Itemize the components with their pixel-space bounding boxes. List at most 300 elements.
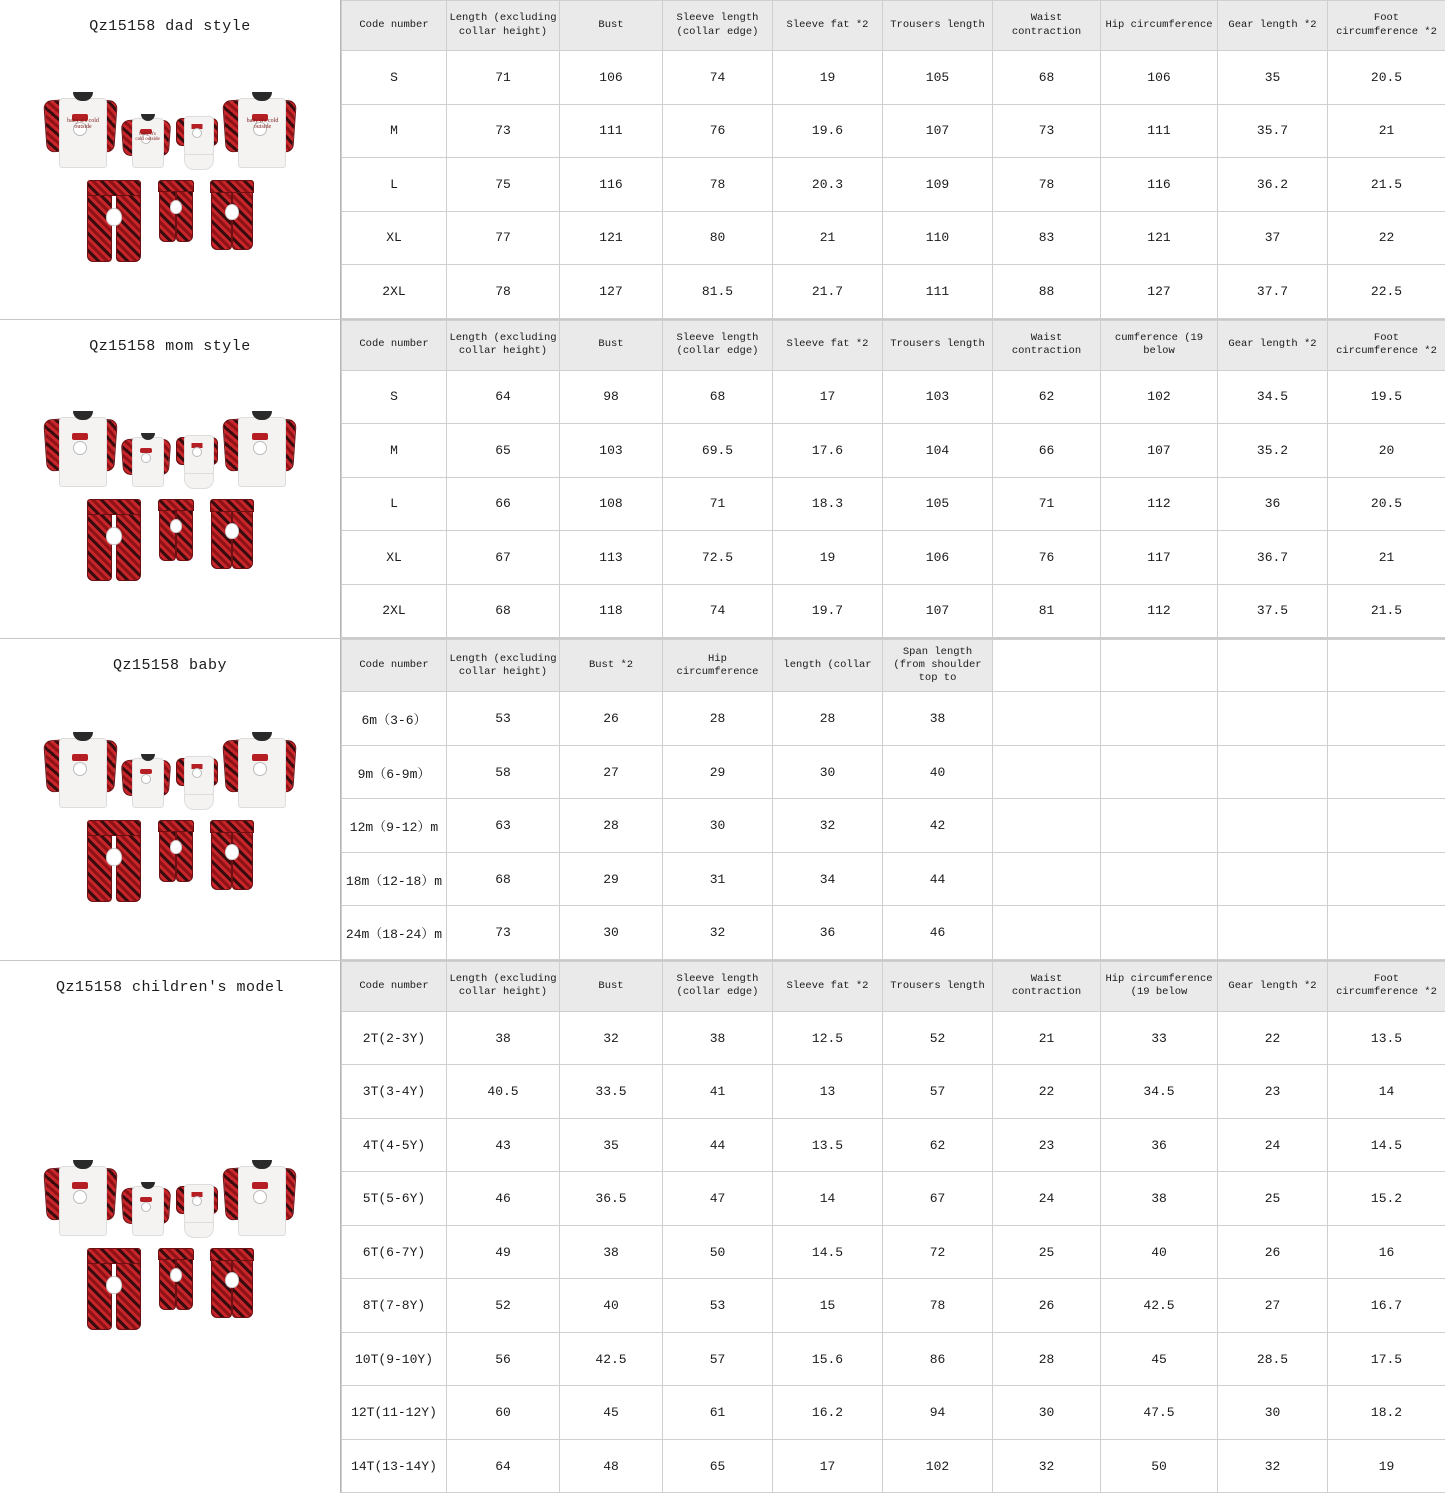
cell: 19 [773, 531, 883, 585]
cell: 35 [1218, 51, 1328, 105]
table-row [342, 745, 1445, 799]
cell: 30 [993, 1386, 1101, 1440]
col-header: Waist contraction [993, 320, 1101, 370]
cell: 66 [993, 424, 1101, 478]
cell: 109 [883, 158, 993, 212]
cell: 116 [560, 158, 663, 212]
cell: 35 [560, 1118, 663, 1172]
cell: 117 [1101, 531, 1218, 585]
col-header: Length (excluding collar height) [447, 640, 560, 692]
cell: 14.5 [1328, 1118, 1445, 1172]
cell: 21.5 [1328, 158, 1445, 212]
col-header: Gear length *2 [1218, 1, 1328, 51]
cell: 103 [560, 424, 663, 478]
col-header: Length (excluding collar height) [447, 1, 560, 51]
dad-shirt-icon [45, 92, 116, 170]
cell: 42.5 [560, 1332, 663, 1386]
col-header-empty [1328, 640, 1445, 692]
cell: 121 [560, 211, 663, 265]
cell: 17 [773, 1439, 883, 1493]
baby-size-table [341, 639, 1445, 960]
cell: 26 [993, 1279, 1101, 1333]
cell: S [342, 51, 447, 105]
section-mom-table-wrap [341, 320, 1445, 639]
cell: 34.5 [1101, 1065, 1218, 1119]
cell: 36.7 [1218, 531, 1328, 585]
cell: 106 [1101, 51, 1218, 105]
table-row [342, 104, 1445, 158]
cell: 12T(11-12Y) [342, 1386, 447, 1440]
mom-shirt-icon [224, 1160, 295, 1238]
cell: 28 [993, 1332, 1101, 1386]
dad-size-table [341, 0, 1445, 319]
cell-empty [1328, 692, 1445, 746]
cell-empty [993, 745, 1101, 799]
col-header: cumference (19 below [1101, 320, 1218, 370]
cell: 14 [1328, 1065, 1445, 1119]
kid-pants-icon [155, 180, 197, 242]
section-mom-illustration [0, 363, 340, 639]
cell: 21.7 [773, 265, 883, 319]
col-header: Foot circumference *2 [1328, 320, 1445, 370]
section-dad [0, 0, 1445, 320]
cell-empty [1328, 906, 1445, 960]
table-header-row [342, 640, 1445, 692]
cell: 121 [1101, 211, 1218, 265]
cell: M [342, 424, 447, 478]
cell: 105 [883, 51, 993, 105]
cell: 47.5 [1101, 1386, 1218, 1440]
section-children [0, 961, 1445, 1493]
cell: M [342, 104, 447, 158]
kid-pants-icon [155, 499, 197, 561]
cell: 40 [883, 745, 993, 799]
cell: 18m（12-18）m [342, 852, 447, 906]
table-row [342, 1386, 1445, 1440]
cell-empty [993, 906, 1101, 960]
cell: 52 [447, 1279, 560, 1333]
cell: 17.6 [773, 424, 883, 478]
cell: 14.5 [773, 1225, 883, 1279]
cell: 86 [883, 1332, 993, 1386]
table-row [342, 158, 1445, 212]
col-header: Bust [560, 1, 663, 51]
table-row [342, 1011, 1445, 1065]
cell: 2T(2-3Y) [342, 1011, 447, 1065]
table-row [342, 265, 1445, 319]
cell: 37.5 [1218, 584, 1328, 638]
cell: 36.5 [560, 1172, 663, 1226]
section-mom-title: Qz15158 mom style [89, 337, 251, 355]
col-header: Code number [342, 961, 447, 1011]
cell: 8T(7-8Y) [342, 1279, 447, 1333]
col-header: Foot circumference *2 [1328, 1, 1445, 51]
cell: 21 [1328, 531, 1445, 585]
table-row [342, 1118, 1445, 1172]
cell: 21 [773, 211, 883, 265]
cell: 83 [993, 211, 1101, 265]
cell-empty [993, 852, 1101, 906]
cell: 78 [993, 158, 1101, 212]
cell: 57 [663, 1332, 773, 1386]
cell: 111 [560, 104, 663, 158]
cell: 111 [883, 265, 993, 319]
table-row [342, 1279, 1445, 1333]
baby-onesie-icon [176, 752, 219, 810]
cell: 15 [773, 1279, 883, 1333]
cell: 36 [1218, 477, 1328, 531]
col-header: Sleeve length (collar edge) [663, 1, 773, 51]
col-header: Bust [560, 961, 663, 1011]
cell: 116 [1101, 158, 1218, 212]
cell: 48 [560, 1439, 663, 1493]
cell: 38 [883, 692, 993, 746]
col-header: length (collar [773, 640, 883, 692]
kid-shirt-icon [122, 754, 170, 810]
table-row [342, 1172, 1445, 1226]
cell: 16.2 [773, 1386, 883, 1440]
section-dad-left [0, 0, 341, 319]
cell-empty [1328, 745, 1445, 799]
cell: 2XL [342, 584, 447, 638]
cell: 112 [1101, 584, 1218, 638]
table-row [342, 51, 1445, 105]
table-row [342, 424, 1445, 478]
cell: 35.7 [1218, 104, 1328, 158]
cell: 44 [883, 852, 993, 906]
cell: 65 [447, 424, 560, 478]
cell: 111 [1101, 104, 1218, 158]
col-header: Waist contraction [993, 961, 1101, 1011]
cell: 20.5 [1328, 477, 1445, 531]
cell: 24m（18-24）m [342, 906, 447, 960]
cell: 66 [447, 477, 560, 531]
col-header-empty [1218, 640, 1328, 692]
cell: 73 [993, 104, 1101, 158]
table-row [342, 1439, 1445, 1493]
kid-shirt-icon [122, 114, 170, 170]
cell: 28.5 [1218, 1332, 1328, 1386]
children-size-table [341, 961, 1445, 1493]
col-header-empty [993, 640, 1101, 692]
cell: 62 [883, 1118, 993, 1172]
cell: 42 [883, 799, 993, 853]
cell: 23 [993, 1118, 1101, 1172]
cell: 61 [663, 1386, 773, 1440]
cell: 60 [447, 1386, 560, 1440]
table-header-row [342, 961, 1445, 1011]
cell-empty [1101, 692, 1218, 746]
cell: L [342, 158, 447, 212]
cell: 33 [1101, 1011, 1218, 1065]
cell: 16 [1328, 1225, 1445, 1279]
cell: 127 [560, 265, 663, 319]
table-row [342, 1332, 1445, 1386]
cell: 78 [883, 1279, 993, 1333]
cell: 68 [663, 370, 773, 424]
cell: 50 [663, 1225, 773, 1279]
section-children-illustration [0, 1004, 340, 1493]
cell: 12m（9-12）m [342, 799, 447, 853]
table-row [342, 584, 1445, 638]
cell: 34 [773, 852, 883, 906]
cell: 52 [883, 1011, 993, 1065]
cell-empty [993, 692, 1101, 746]
section-children-table-wrap [341, 961, 1445, 1493]
cell: 26 [560, 692, 663, 746]
cell: 105 [883, 477, 993, 531]
cell: 40 [560, 1279, 663, 1333]
shirt-print-text: baby it's cold outside [246, 117, 279, 131]
cell: 4T(4-5Y) [342, 1118, 447, 1172]
cell: 47 [663, 1172, 773, 1226]
cell: 31 [663, 852, 773, 906]
table-row [342, 906, 1445, 960]
cell: 27 [1218, 1279, 1328, 1333]
table-row [342, 531, 1445, 585]
cell: 42.5 [1101, 1279, 1218, 1333]
dad-shirt-icon [45, 411, 116, 489]
table-row [342, 799, 1445, 853]
cell: 112 [1101, 477, 1218, 531]
col-header: Hip circumference [1101, 1, 1218, 51]
cell: 71 [993, 477, 1101, 531]
cell-empty [1101, 852, 1218, 906]
cell: 106 [883, 531, 993, 585]
cell: 78 [663, 158, 773, 212]
cell: 20 [1328, 424, 1445, 478]
col-header: Length (excluding collar height) [447, 320, 560, 370]
cell: 64 [447, 1439, 560, 1493]
baby-onesie-icon [176, 431, 219, 489]
cell: 77 [447, 211, 560, 265]
cell-empty [1101, 906, 1218, 960]
cell: 23 [1218, 1065, 1328, 1119]
cell: 58 [447, 745, 560, 799]
cell: 107 [883, 584, 993, 638]
col-header: Sleeve fat *2 [773, 1, 883, 51]
dad-shirt-icon [45, 732, 116, 810]
cell: 50 [1101, 1439, 1218, 1493]
cell: 32 [560, 1011, 663, 1065]
dad-pants-icon [83, 1248, 145, 1330]
cell: 30 [773, 745, 883, 799]
dad-shirt-icon [45, 1160, 116, 1238]
cell: 17.5 [1328, 1332, 1445, 1386]
table-header-row [342, 320, 1445, 370]
cell: 28 [663, 692, 773, 746]
cell: 80 [663, 211, 773, 265]
col-header: Sleeve fat *2 [773, 320, 883, 370]
cell: 40 [1101, 1225, 1218, 1279]
mom-pants-icon [207, 820, 257, 890]
cell: 9m（6-9m） [342, 745, 447, 799]
col-header: Trousers length [883, 961, 993, 1011]
cell: 13.5 [773, 1118, 883, 1172]
cell: 94 [883, 1386, 993, 1440]
dad-pants-icon [83, 180, 145, 262]
cell: 19 [1328, 1439, 1445, 1493]
cell: 5T(5-6Y) [342, 1172, 447, 1226]
section-mom [0, 320, 1445, 640]
cell: 110 [883, 211, 993, 265]
cell-empty [993, 799, 1101, 853]
table-row [342, 692, 1445, 746]
cell: 32 [773, 799, 883, 853]
cell: XL [342, 531, 447, 585]
dad-pants-icon [83, 820, 145, 902]
cell: 72 [883, 1225, 993, 1279]
cell: 26 [1218, 1225, 1328, 1279]
cell: 20.5 [1328, 51, 1445, 105]
cell: S [342, 370, 447, 424]
cell: 45 [560, 1386, 663, 1440]
cell: 22 [993, 1065, 1101, 1119]
cell-empty [1218, 745, 1328, 799]
cell: 63 [447, 799, 560, 853]
cell: 103 [883, 370, 993, 424]
cell: 78 [447, 265, 560, 319]
cell: 53 [447, 692, 560, 746]
cell: 113 [560, 531, 663, 585]
cell-empty [1101, 745, 1218, 799]
cell: 107 [1101, 424, 1218, 478]
cell: 34.5 [1218, 370, 1328, 424]
cell: L [342, 477, 447, 531]
cell: 81.5 [663, 265, 773, 319]
cell: 32 [1218, 1439, 1328, 1493]
cell-empty [1218, 692, 1328, 746]
cell: 32 [663, 906, 773, 960]
kid-shirt-icon [122, 1182, 170, 1238]
cell: 46 [447, 1172, 560, 1226]
cell: 30 [560, 906, 663, 960]
cell: 36 [1101, 1118, 1218, 1172]
cell: 68 [447, 852, 560, 906]
cell-empty [1328, 852, 1445, 906]
section-dad-table-wrap [341, 0, 1445, 319]
shirt-print-text: baby it's cold outside [67, 117, 99, 131]
cell: 28 [773, 692, 883, 746]
cell: 2XL [342, 265, 447, 319]
cell: 18.2 [1328, 1386, 1445, 1440]
col-header: Hip circumference (19 below [1101, 961, 1218, 1011]
cell: 108 [560, 477, 663, 531]
col-header: Bust [560, 320, 663, 370]
mom-shirt-icon [224, 732, 295, 810]
cell: 36 [773, 906, 883, 960]
cell: 88 [993, 265, 1101, 319]
cell: 102 [1101, 370, 1218, 424]
cell: 33.5 [560, 1065, 663, 1119]
cell: 71 [663, 477, 773, 531]
col-header: Trousers length [883, 1, 993, 51]
cell: 69.5 [663, 424, 773, 478]
cell: 37 [1218, 211, 1328, 265]
cell: 106 [560, 51, 663, 105]
cell: 3T(3-4Y) [342, 1065, 447, 1119]
cell-empty [1218, 852, 1328, 906]
cell: 74 [663, 51, 773, 105]
cell: 102 [883, 1439, 993, 1493]
cell: 25 [1218, 1172, 1328, 1226]
cell: 32 [993, 1439, 1101, 1493]
cell: 67 [883, 1172, 993, 1226]
cell: 18.3 [773, 477, 883, 531]
cell: 64 [447, 370, 560, 424]
mom-pants-icon [207, 499, 257, 569]
section-children-left [0, 961, 341, 1493]
section-baby-left [0, 639, 341, 960]
cell: 45 [1101, 1332, 1218, 1386]
cell: 22 [1328, 211, 1445, 265]
cell: 30 [663, 799, 773, 853]
cell: 16.7 [1328, 1279, 1445, 1333]
col-header: Span length (from shoulder top to [883, 640, 993, 692]
cell: 25 [993, 1225, 1101, 1279]
cell-empty [1218, 799, 1328, 853]
col-header: Gear length *2 [1218, 320, 1328, 370]
cell: 118 [560, 584, 663, 638]
baby-onesie-icon [176, 112, 219, 170]
cell-empty [1218, 906, 1328, 960]
mom-size-table [341, 320, 1445, 639]
section-children-title: Qz15158 children's model [55, 978, 285, 996]
cell: 35.2 [1218, 424, 1328, 478]
cell: 75 [447, 158, 560, 212]
cell: 20.3 [773, 158, 883, 212]
cell: 72.5 [663, 531, 773, 585]
cell: 38 [1101, 1172, 1218, 1226]
section-mom-left [0, 320, 341, 639]
cell: 71 [447, 51, 560, 105]
cell: 19.7 [773, 584, 883, 638]
cell: 81 [993, 584, 1101, 638]
dad-pants-icon [83, 499, 145, 581]
cell-empty [1101, 799, 1218, 853]
cell: 76 [663, 104, 773, 158]
col-header: Bust *2 [560, 640, 663, 692]
cell: 24 [993, 1172, 1101, 1226]
cell: 76 [993, 531, 1101, 585]
cell: 6m（3-6） [342, 692, 447, 746]
cell: 49 [447, 1225, 560, 1279]
table-header-row [342, 1, 1445, 51]
cell: 53 [663, 1279, 773, 1333]
cell: 67 [447, 531, 560, 585]
mom-pants-icon [207, 1248, 257, 1318]
cell: 29 [560, 852, 663, 906]
cell: 74 [663, 584, 773, 638]
cell: 14 [773, 1172, 883, 1226]
mom-shirt-icon [224, 92, 295, 170]
cell: 24 [1218, 1118, 1328, 1172]
kid-pants-icon [155, 820, 197, 882]
col-header: Code number [342, 320, 447, 370]
cell: 15.6 [773, 1332, 883, 1386]
baby-onesie-icon [176, 1180, 219, 1238]
cell: 57 [883, 1065, 993, 1119]
cell: 14T(13-14Y) [342, 1439, 447, 1493]
mom-shirt-icon [224, 411, 295, 489]
cell: 38 [663, 1011, 773, 1065]
cell: 68 [993, 51, 1101, 105]
cell: 98 [560, 370, 663, 424]
cell: 12.5 [773, 1011, 883, 1065]
shirt-print-text: baby it's cold outside [135, 131, 160, 143]
cell: 38 [447, 1011, 560, 1065]
cell: 22.5 [1328, 265, 1445, 319]
